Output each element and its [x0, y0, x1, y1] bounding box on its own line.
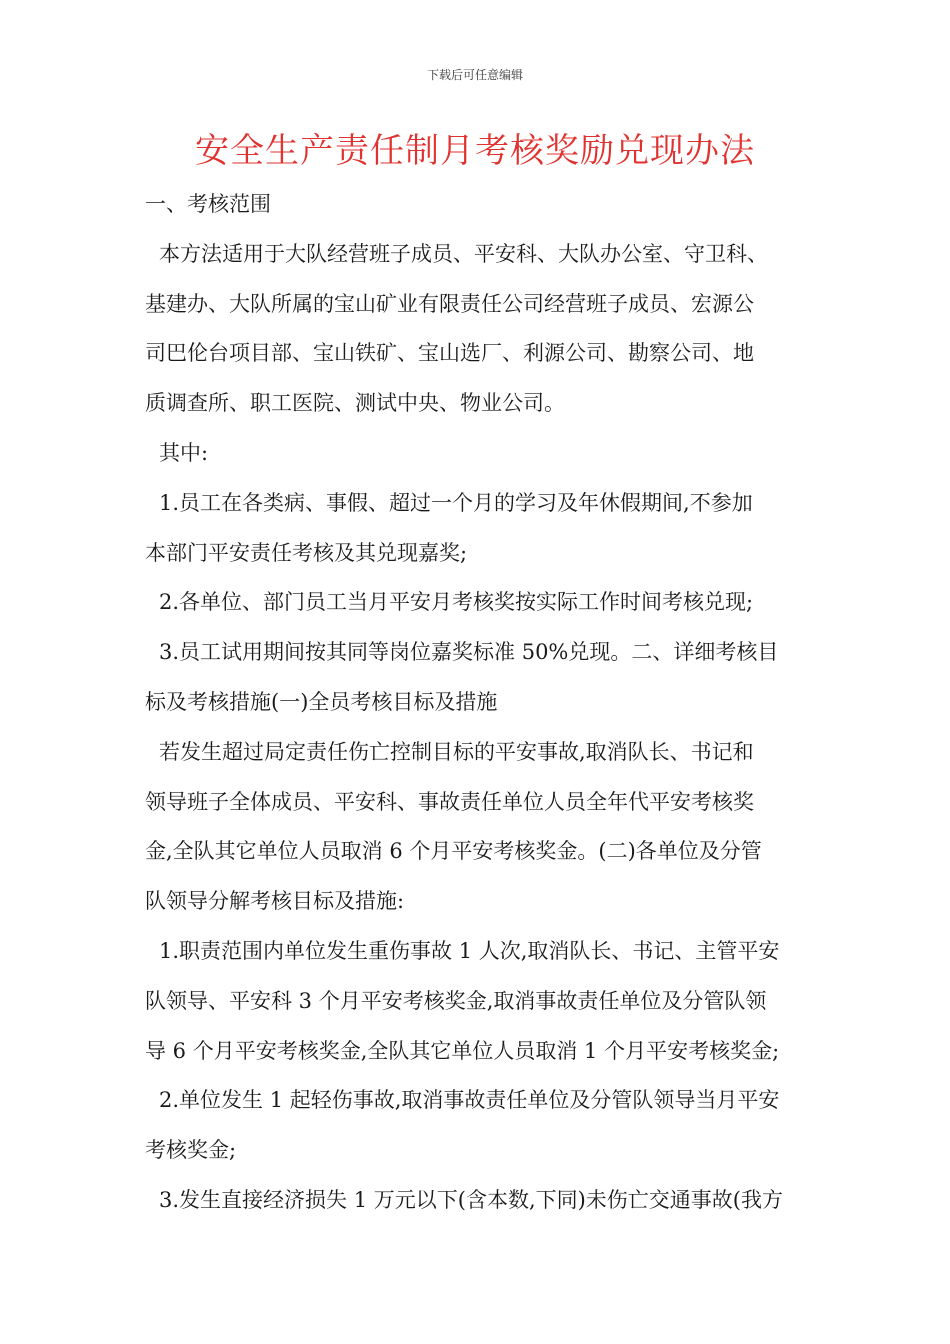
paragraph-line: 队领导分解考核目标及措施:	[145, 889, 405, 914]
paragraph-line: 若发生超过局定责任伤亡控制目标的平安事故,取消队长、书记和	[159, 739, 754, 764]
paragraph-line: 1.员工在各类病、事假、超过一个月的学习及年休假期间,不参加	[159, 490, 753, 515]
paragraph-line: 导 6 个月平安考核奖金,全队其它单位人员取消 1 个月平安考核奖金;	[145, 1038, 780, 1063]
paragraph-line: 标及考核措施(一)全员考核目标及措施	[145, 689, 498, 714]
paragraph-line: 质调查所、职工医院、测试中央、物业公司。	[145, 391, 565, 416]
paragraph-line: 金,全队其它单位人员取消 6 个月平安考核奖金。(二)各单位及分管	[145, 839, 762, 864]
section-heading-scope: 一、考核范围	[145, 192, 271, 216]
paragraph-line: 本方法适用于大队经营班子成员、平安科、大队办公室、守卫科、	[159, 241, 768, 266]
paragraph-line: 1.职责范围内单位发生重伤事故 1 人次,取消队长、书记、主管平安	[159, 938, 780, 963]
paragraph-line: 其中:	[159, 440, 209, 465]
paragraph-line: 基建办、大队所属的宝山矿业有限责任公司经营班子成员、宏源公	[145, 291, 754, 316]
paragraph-line: 考核奖金;	[145, 1138, 237, 1163]
header-note: 下载后可任意编辑	[426, 68, 523, 82]
paragraph-line: 3.员工试用期间按其同等岗位嘉奖标准 50%兑现。二、详细考核目	[159, 640, 779, 665]
paragraph-line: 队领导、平安科 3 个月平安考核奖金,取消事故责任单位及分管队领	[145, 988, 767, 1013]
paragraph-line: 本部门平安责任考核及其兑现嘉奖;	[145, 540, 468, 565]
paragraph-line: 2.各单位、部门员工当月平安月考核奖按实际工作时间考核兑现;	[159, 590, 754, 615]
document-body	[145, 180, 813, 1226]
document-title: 安全生产责任制月考核奖励兑现办法	[195, 131, 755, 171]
paragraph-line: 3.发生直接经济损失 1 万元以下(含本数,下同)未伤亡交通事故(我方	[159, 1187, 783, 1212]
paragraph-line: 领导班子全体成员、平安科、事故责任单位人员全年代平安考核奖	[145, 789, 754, 814]
paragraph-line: 2.单位发生 1 起轻伤事故,取消事故责任单位及分管队领导当月平安	[159, 1088, 780, 1113]
paragraph-line: 司巴伦台项目部、宝山铁矿、宝山选厂、利源公司、勘察公司、地	[145, 341, 754, 366]
